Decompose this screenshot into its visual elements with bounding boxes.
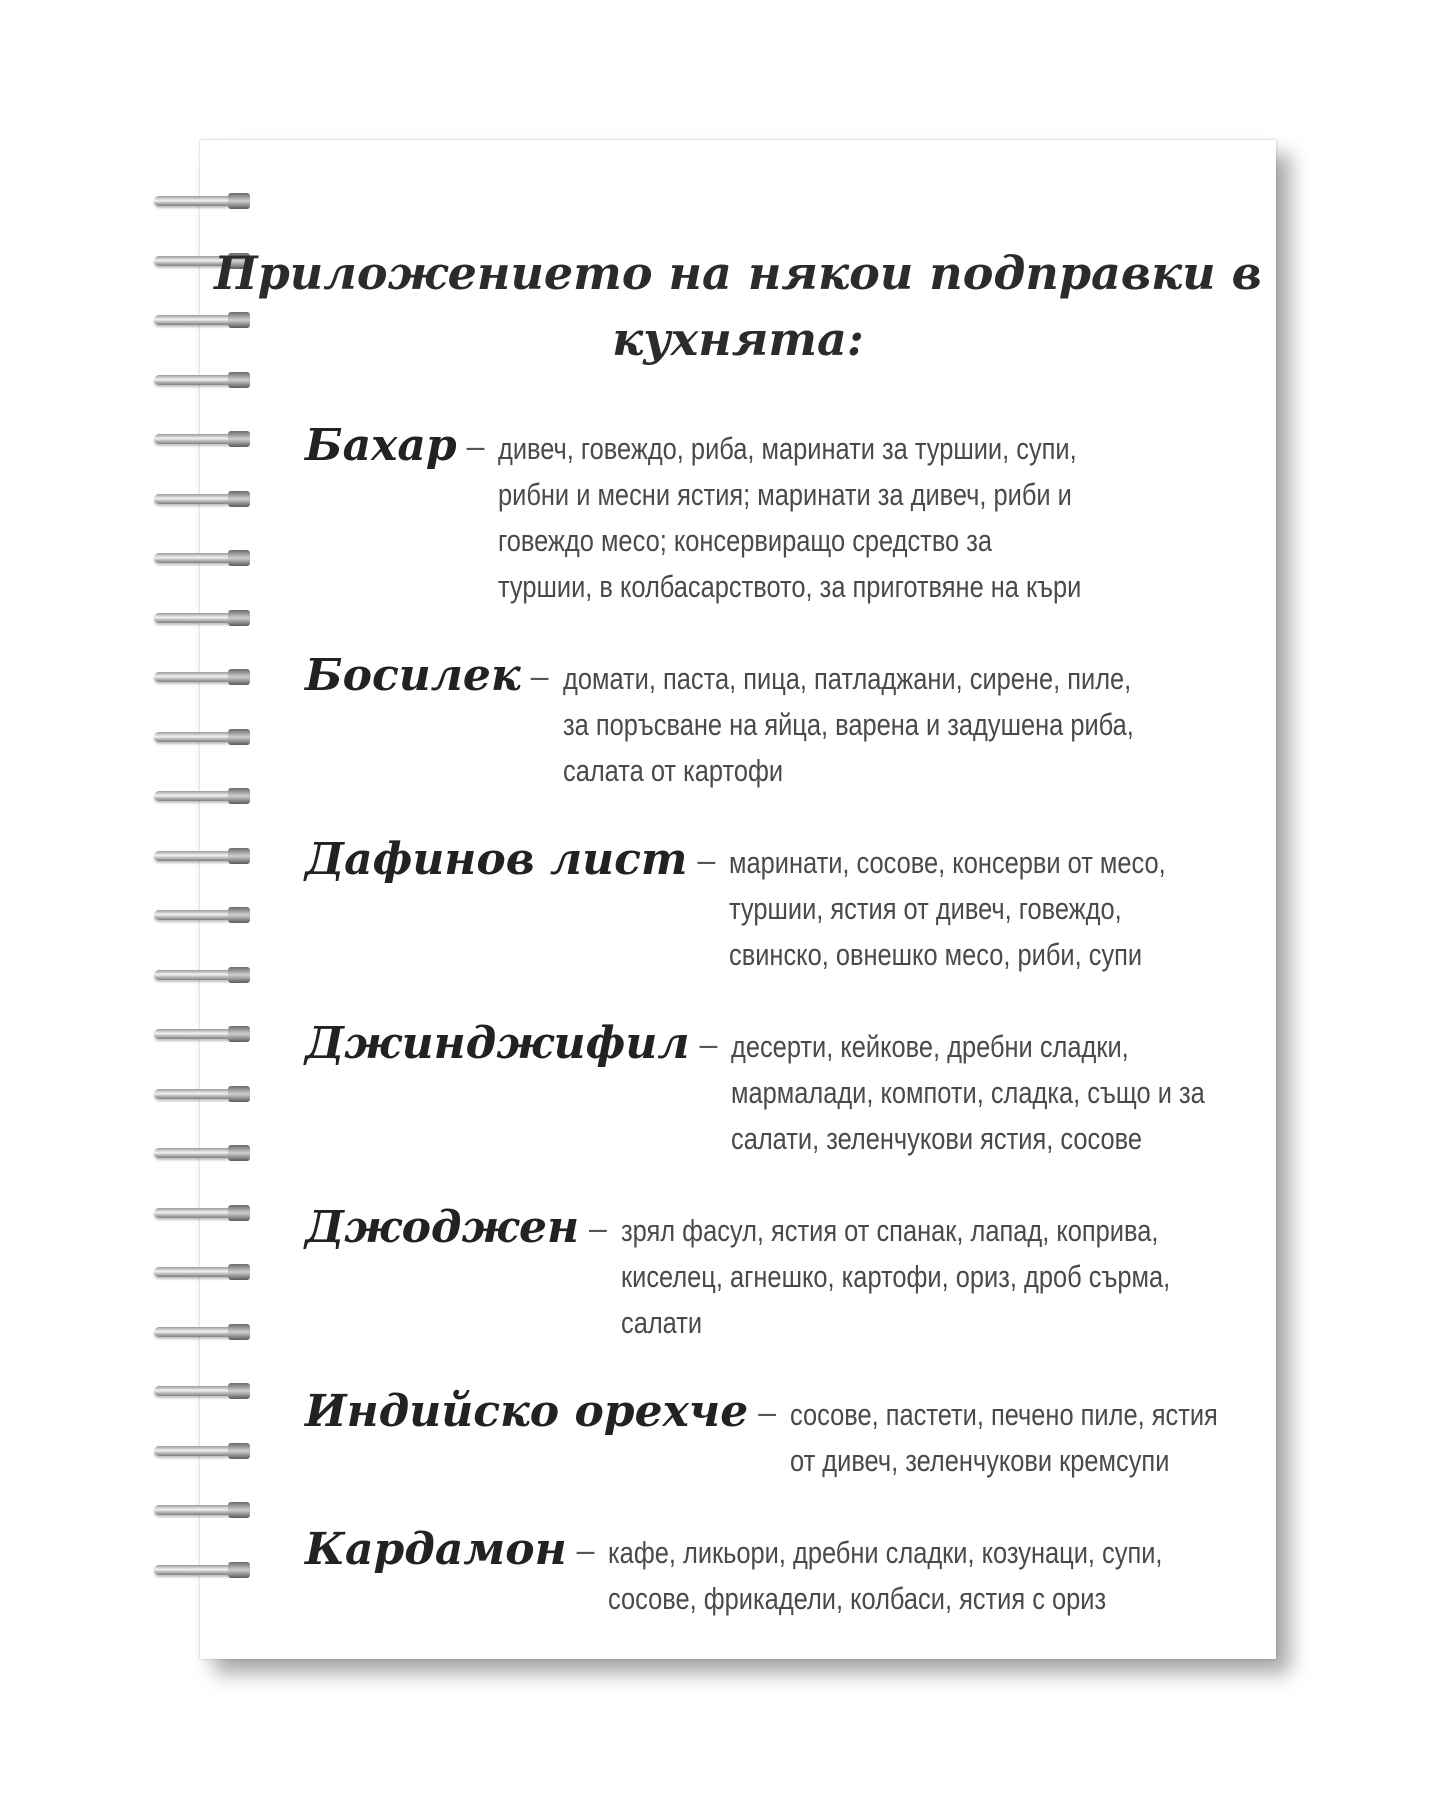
- dash-separator: –: [576, 1532, 595, 1568]
- spice-entry-ginger: [305, 1018, 1205, 1162]
- ring-hole: [228, 372, 250, 388]
- spiral-ring: [150, 666, 254, 688]
- ring-wire: [154, 375, 232, 385]
- spiral-ring: [150, 845, 254, 867]
- ring-hole: [228, 1026, 250, 1042]
- spice-list: [305, 420, 1218, 1662]
- ring-hole: [228, 907, 250, 923]
- ring-wire: [154, 1089, 232, 1099]
- ring-hole: [228, 1145, 250, 1161]
- ring-wire: [154, 1565, 232, 1575]
- spiral-ring: [150, 369, 254, 391]
- spice-uses: маринати, сосове, консерви от месо, туршии, ястия от дивеч, говеждо, свинско, овнешко месо, риби, супи: [729, 845, 1167, 972]
- ring-wire: [154, 910, 232, 920]
- ring-hole: [228, 669, 250, 685]
- spice-entry-allspice: [305, 420, 1205, 610]
- ring-wire: [154, 613, 232, 623]
- spiral-ring: [150, 1440, 254, 1462]
- spice-name: Бахар: [305, 420, 457, 471]
- spiral-ring: [150, 1142, 254, 1164]
- spice-name: Джоджен: [305, 1202, 580, 1253]
- ring-wire: [154, 970, 232, 980]
- ring-wire: [154, 1386, 232, 1396]
- ring-hole: [228, 1086, 250, 1102]
- page-title: Приложението на някои подправки в кухнята:: [214, 246, 1262, 366]
- spiral-ring: [150, 488, 254, 510]
- ring-wire: [154, 1446, 232, 1456]
- ring-wire: [154, 1208, 232, 1218]
- ring-hole: [228, 550, 250, 566]
- ring-hole: [228, 729, 250, 745]
- spice-entry-mint: [305, 1202, 1205, 1346]
- spice-uses: кафе, ликьори, дребни сладки, козунаци, супи, сосове, фрикадели, колбаси, ястия с ориз: [608, 1535, 1163, 1616]
- ring-hole: [228, 1502, 250, 1518]
- spiral-ring: [150, 785, 254, 807]
- spiral-ring: [150, 1202, 254, 1224]
- ring-hole: [228, 1443, 250, 1459]
- ring-hole: [228, 1562, 250, 1578]
- dash-separator: –: [530, 658, 549, 694]
- spiral-ring: [150, 1499, 254, 1521]
- dash-separator: –: [699, 1026, 718, 1062]
- spiral-ring: [150, 726, 254, 748]
- ring-hole: [228, 431, 250, 447]
- spiral-ring: [150, 1321, 254, 1343]
- ring-wire: [154, 434, 232, 444]
- ring-wire: [154, 1267, 232, 1277]
- ring-hole: [228, 1205, 250, 1221]
- spice-uses: десерти, кейкове, дребни сладки, мармалади, компоти, сладка, също и за салати, зеленчукови ястия, сосове: [731, 1029, 1206, 1156]
- spice-name: Дафинов лист: [305, 834, 688, 885]
- dash-separator: –: [697, 842, 716, 878]
- dash-separator: –: [758, 1394, 777, 1430]
- spice-entry-nutmeg: [305, 1386, 1218, 1484]
- spiral-binding: [150, 190, 260, 1650]
- ring-wire: [154, 553, 232, 563]
- spiral-ring: [150, 1261, 254, 1283]
- dash-separator: –: [466, 428, 485, 464]
- ring-wire: [154, 732, 232, 742]
- ring-hole: [228, 610, 250, 626]
- ring-hole: [228, 967, 250, 983]
- spiral-ring: [150, 904, 254, 926]
- ring-wire: [154, 1327, 232, 1337]
- ring-hole: [228, 1324, 250, 1340]
- spiral-ring: [150, 190, 254, 212]
- spiral-ring: [150, 607, 254, 629]
- ring-hole: [228, 193, 250, 209]
- spiral-ring: [150, 1559, 254, 1581]
- dash-separator: –: [589, 1210, 607, 1246]
- spice-uses: домати, паста, пица, патладжани, сирене, пиле, за поръсване на яйца, варена и задушена риба, салата от картофи: [562, 661, 1134, 788]
- ring-hole: [228, 788, 250, 804]
- ring-hole: [228, 1383, 250, 1399]
- ring-wire: [154, 1148, 232, 1158]
- ring-wire: [154, 672, 232, 682]
- spiral-ring: [150, 1380, 254, 1402]
- ring-hole: [228, 491, 250, 507]
- spiral-ring: [150, 428, 254, 450]
- ring-hole: [228, 848, 250, 864]
- ring-wire: [154, 1029, 232, 1039]
- spiral-ring: [150, 1083, 254, 1105]
- spiral-ring: [150, 964, 254, 986]
- spice-name: Кардамон: [305, 1524, 567, 1575]
- spice-name: Индийско орехче: [305, 1386, 749, 1437]
- ring-wire: [154, 791, 232, 801]
- spiral-ring: [150, 547, 254, 569]
- spiral-ring: [150, 1023, 254, 1045]
- spice-uses: дивеч, говеждо, риба, маринати за туршии, супи, рибни и месни ястия; маринати за дивеч, риби и говеждо месо; консервиращо средство за туршии, в колбасарството, за приготвяне на къри: [498, 431, 1082, 604]
- spice-entry-bay-leaf: [305, 834, 1205, 978]
- spice-name: Босилек: [305, 650, 521, 701]
- spice-entry-basil: [305, 650, 1205, 794]
- ring-wire: [154, 494, 232, 504]
- spice-name: Джинджифил: [305, 1018, 690, 1069]
- spice-entry-cardamom: [305, 1524, 1205, 1622]
- ring-wire: [154, 851, 232, 861]
- spice-uses: зрял фасул, ястия от спанак, лапад, коприва, киселец, агнешко, картофи, ориз, дроб сърма, салати: [620, 1213, 1171, 1340]
- ring-wire: [154, 196, 232, 206]
- ring-hole: [228, 1264, 250, 1280]
- ring-wire: [154, 1505, 232, 1515]
- spice-uses: сосове, пастети, печено пиле, ястия от дивеч, зеленчукови кремсупи: [790, 1397, 1218, 1478]
